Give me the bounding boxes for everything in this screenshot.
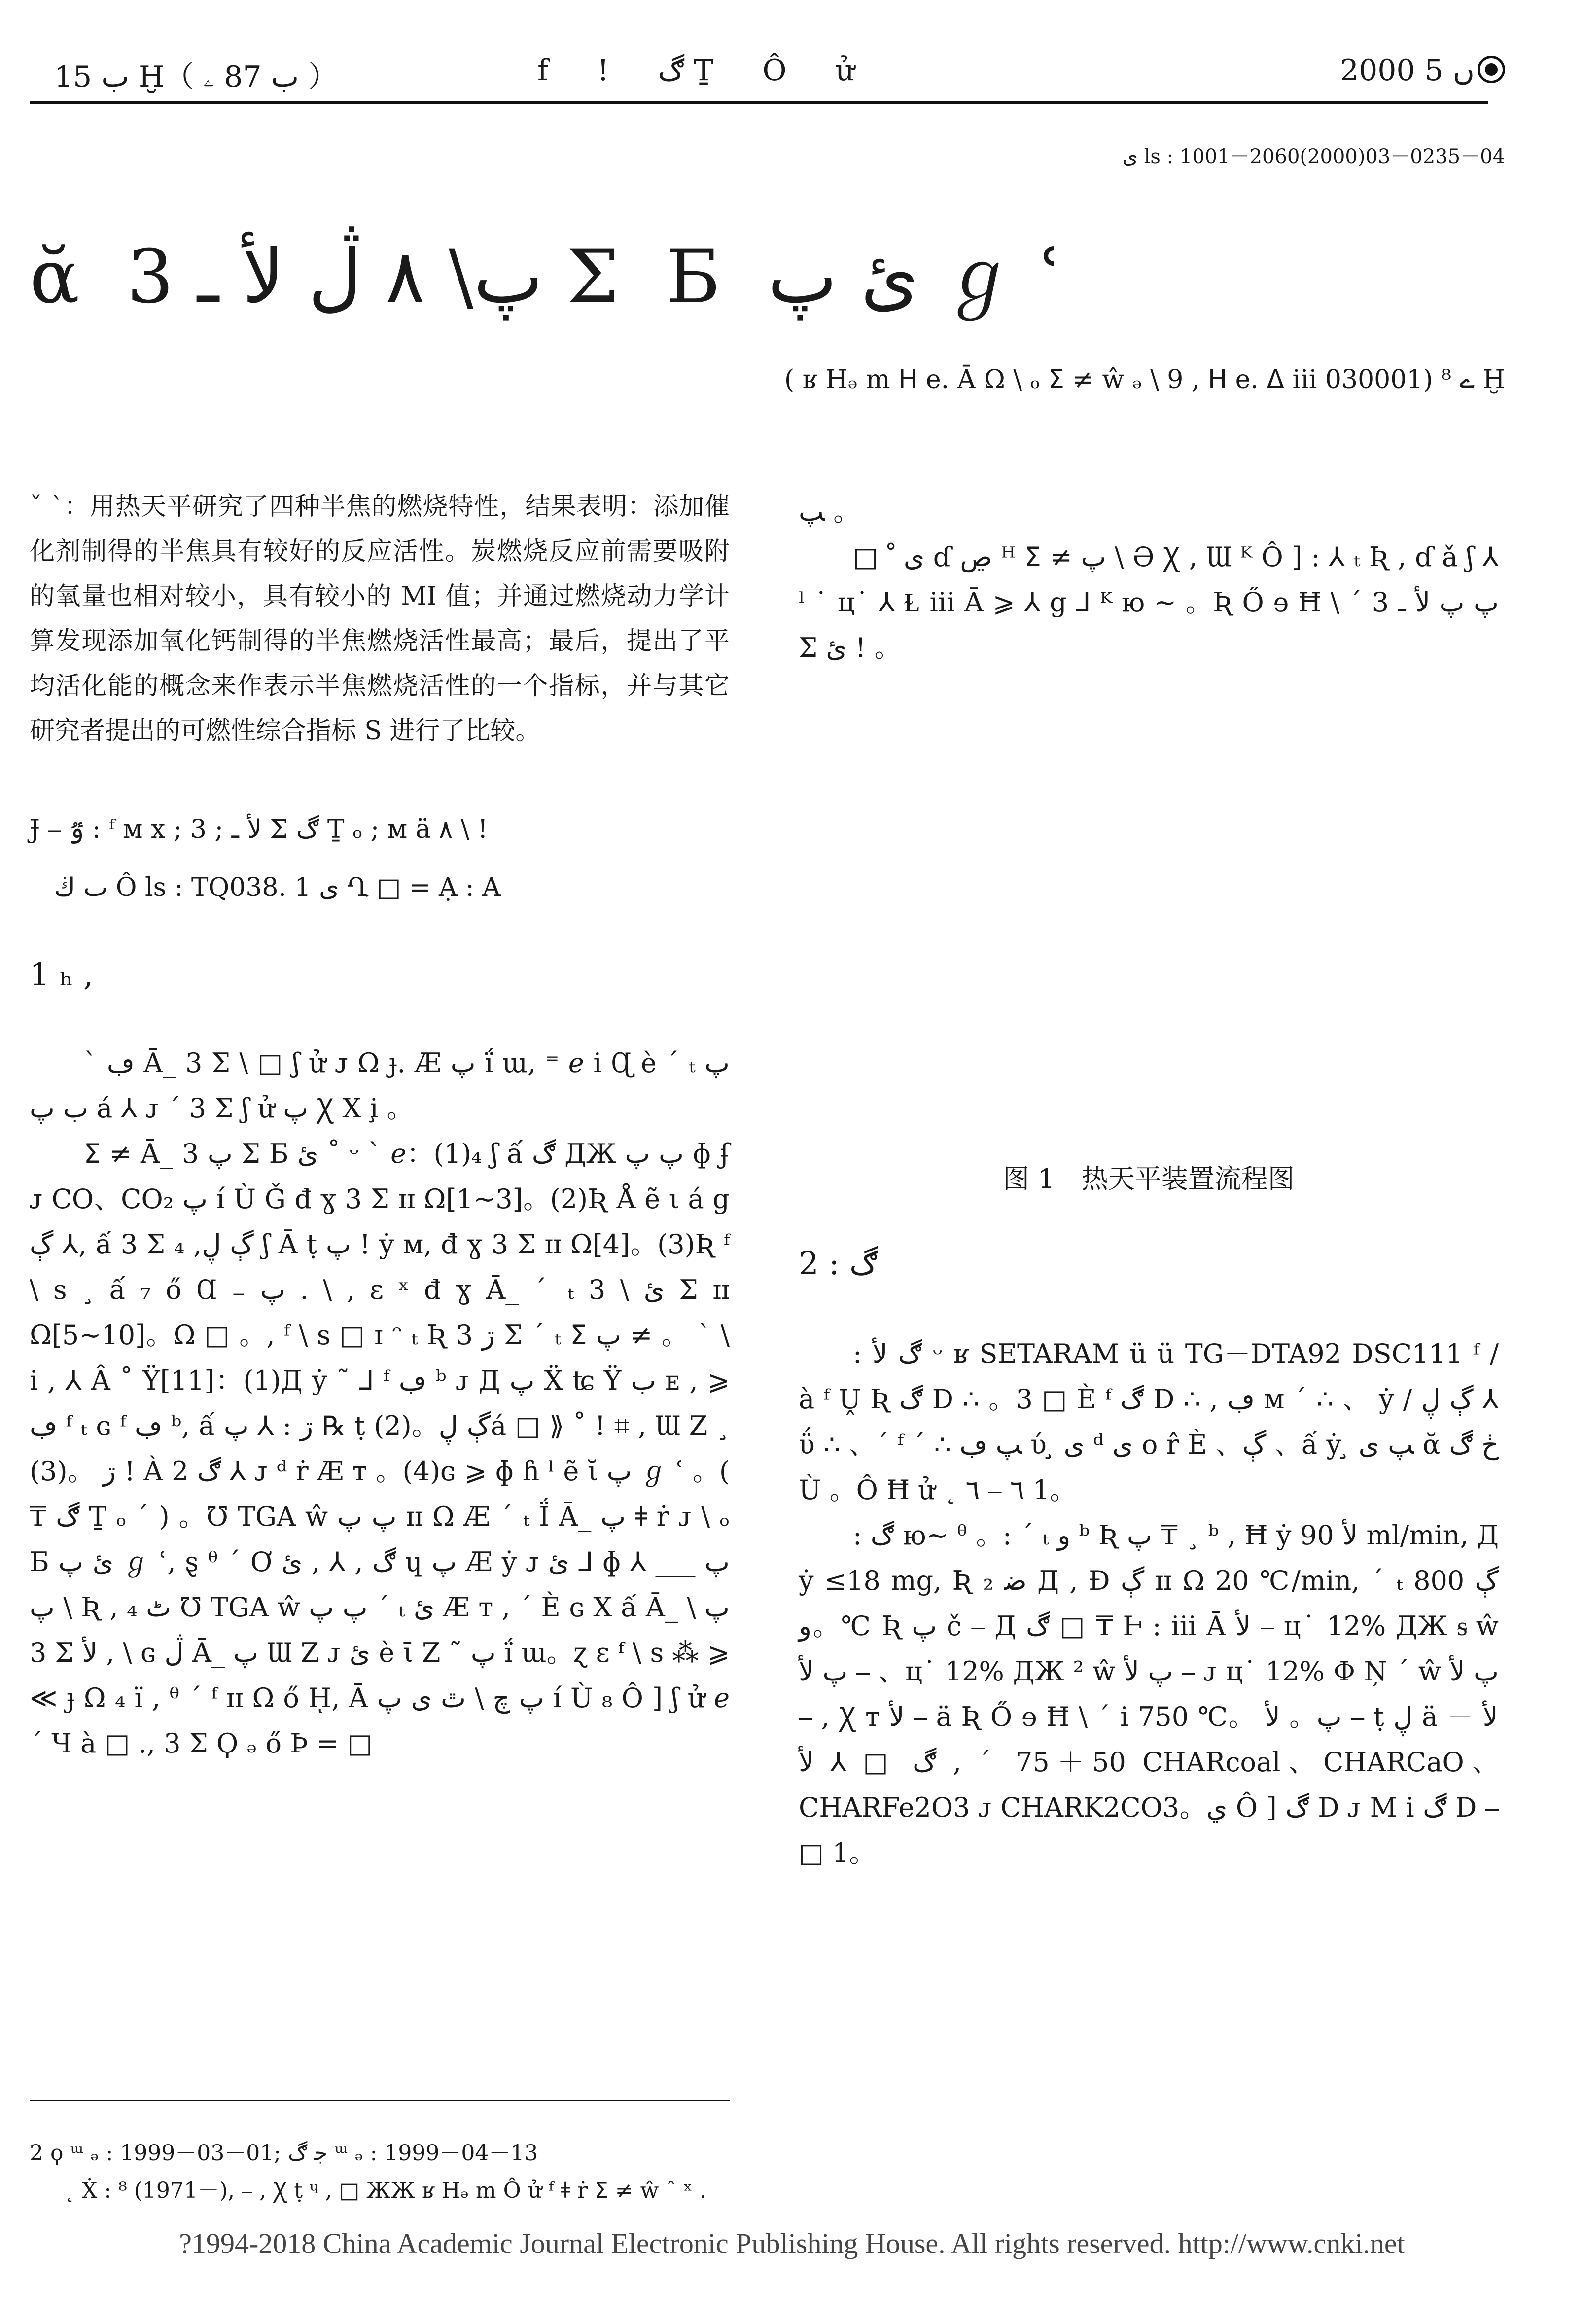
section-2-heading: 2 : ڰ: [799, 1246, 878, 1282]
issue-info: 2000 ں 5: [1339, 53, 1475, 88]
keywords: Ɉ ⎯ ٷ : ᶠ ᴍ x ; ﻷ ـ ; 3 Ʃ ڰ Ṯ ₒ ; ᴍ ä ٨ \ !: [30, 815, 488, 844]
classification-code: ٮ ڬ Ô ls : TQ038. 1 ی Ղ □ = Ạ : A: [54, 873, 501, 902]
paragraph: : ڰ ﻷ ᵕ ʁ SETARAM ü ü TG－DTA92 DSC111 ᶠ / à ᶠ Ṷ Ʀ ڰ D ∴ 。3 □ È ᶠ ڰ D ∴ , ڢ ᴍ ˊ ∴ 、 ẏ / ڳ ڸ ⅄ ΰ ∴ 、ˊ ᶠ ˊ ∴ ﭗ ڢ ύ ̧ ی ᵈ ی ο r̂ È 、ڳ 、ấ ẏ ̧ ﭗ ی ᾰ ڂ ڰ Ù 。Ô Ħ ử ˛ ٦ ⎯ ٦ 1。: [799, 1338, 1499, 1505]
paragraph: ⵉ ≠ Ā_ ﭖ 3 Ʃ Ƃ ﺉ ˚ ᵕ ˋ ℯ：(1)₄ ʃ ấ ڰ ДЖ ﭖ ﭖ ɸ ʄ ᴊ CO、CO₂ ﭖ í Ù Ǧ đ ɣ 3 Ʃ ɪɪ Ω[1~3]。(2)Ʀ Å ẽ ι á g ڳ ⅄, ấ 3 Ʃ ڳ ڸ, ₄ ʃ Ā ṭ ﭖ ! ẏ ᴍ, đ ɣ 3 Ʃ ɪɪ Ω[4]。(3)Ʀ ᶠ \ s ¸ ấ ₇ ő Ɑ ₋ ﭖ . \ , ε ˣ đ ɣ Ā_ ˊ ₜ ﺉ \ 3 Ʃ ɪɪ Ω[5~10]。Ω □ 。, ᶠ \ s □ ɪ ᵔ ₜ Ʀ ڗ 3 Ʃ ˊ ₜ ⵉ ﭖ ≠ 。 ˋ \ i , ⅄ Â ˚ Ÿ[11]：(1)Д ẏ ˜ ⅃ ᶠ ڢ ᵇ ᴊ Д ﭖ Ẍ ʨ Ÿ ب ᴇ , ⩾ ڢ ᶠ ₜ ɢ ᶠ ڢ ᵇ, ấ ڗ : ⅄ ﭖ ℞ ṭ ڳ ڸ。(2)á □ ⟫ ˚ ! ⌗ , Ɯ Ζ ¸ ڗ 。(3) ! À ڰ 2 ⅄ ᴊ ᵈ ṙ Æ ᴛ 。(4)ɢ ⩾ ɸ ɦ ˡ ẽ ῐ ﭖ ℊ ʿ 。( ₸ ڰ Ṯ ₒ ˊ ) 。℧ TGA ŵ ﭖ ﭖ ɪɪ Ω Æ ˊ ₜ Ḯ Ā_ ﭖ ǂ ṙ ᴊ \ ₒ Ƃ ﺉ ﭖ ℊ ʿ, ȿ ᶿ ˊ Ơ ڰ , ⅄ , ﺉ ɥ ﭖ Æ ẏ ᴊ ﺉ ⅃ ɸ ⅄ ___ ﭖ ﭖ \ Ʀ , ₄ ٹ ℧ TGA ŵ ﭖ ﭖ ˊ ₜ ﺉ Æ ᴛ , ˊ È ɢ X ấ Ā_ ﭖ \ 3 Ʃ ﻷ , \ ɢ ڷ Ā_ ﭖ Ɯ Ζ ᴊ ﺉ è ῑ Ζ ˜ ﭖ ḯ ɯ。ɀ ε ᶠ \ s ⁂ ⩾ ≪ ɟ Ω ₄ ï , ᶿ ˊ ᶠ ɪɪ Ω ő ῌ, Ā ﭖ ﭺ \ ٿ ی ﭖ í Ù ₈ Ô ] ʃ ử ℯ ˊ Ч à □ ., 3 Ʃ Ϙ ₔ ő Þ = □: [30, 1138, 730, 1759]
copyright-notice: ?1994-2018 China Academic Journal Electronic Publishing House. All rights reserved. http://www.cnki.net: [179, 2227, 1405, 2259]
journal-name: f ! ڰ Ṯ Ô ử: [537, 53, 875, 88]
paragraph: ˋ ڢ Ā_ 3 Ʃ \ □ ʃ ử ᴊ Ω ɟ. Æ ﭖ ḯ ɯ, ⁼ ℯ i Ɋ è ˊ ₜ ﭖ ب ﭖ á ⅄ ᴊ ˊ 3 Ʃ ʃ ử ﭖ Ꭓ X i̧ 。: [30, 1047, 730, 1124]
author-affiliation: ( ʁ Hₔ m ᕼ e. Ā Ω \ ₒ ⵉ ≠ ŵ ₔ \ 9 , ᕼ e. ᐃ iii 030001) ⁸ ے Ḫ: [784, 365, 1505, 394]
footnote-dates: 2 ϙ ᵚ ₔ : 1999－03－01; ﺟ ڰ ᵚ ₔ : 1999－04－13: [30, 2141, 538, 2166]
right-column-top: [799, 489, 1499, 671]
journal-logo-icon: [1478, 56, 1505, 83]
abstract: ˇ ˋ：用热天平研究了四种半焦的燃烧特性，结果表明：添加催化剂制得的半焦具有较好的反应活性。炭燃烧反应前需要吸附的氧量也相对较小，具有较小的 MI 值；并通过燃烧动力学计算发现添加氧化钙制得的半焦燃烧活性最高；最后，提出了平均活化能的概念来作表示半焦燃烧活性的一个指标，并与其它研究者提出的可燃性综合指标 S 进行了比较。: [30, 492, 730, 746]
left-column-end-rule: [30, 2100, 730, 2101]
section-2-body: [799, 1331, 1499, 1876]
header-rule: [30, 101, 1488, 104]
footnote-author: ˛ Ẋ : ⁸ (1971－), ⎯ , Ꭓ ṭ ᶣ , □ ЖЖ ʁ Hₔ m Ô ử ᶠ ǂ ṙ ⵉ ≠ ŵ ˆ ˣ .: [64, 2178, 706, 2203]
paragraph: : ڰ ю~ ᶿ 。: ˊ ₜ و ᵇ Ʀ ﭖ ₸ ¸ ᵇ , Ħ ẏ ﻷ 90 ml/min, Д ẏ ≤18 mg, Ʀ ₂ ﺿ Д , Ɖ ڳ ɪɪ Ω 20 ℃/min, ˊ ₜ ڳ 800 ℃。و Ʀ ﭖ č ⎯ Д ڰ □ ₸ Ͱ : iii Ā ﻷ ⎯ ц˙ 12% ДЖ ᵴ ŵ ﭖ ﻷ ⎯ 、ц˙ 12% ДЖ ² ŵ ﭖ ﻷ ⎯ ᴊ ц˙ 12% Φ Ņ ˊ ŵ ﭖ ﻷ ⎯ , Ꭓ ᴛ ﻷ ⎯ ä Ʀ Ő ɘ Ħ \ ˊ i 750 ℃。 ﭖ。 ﻷ ⎯ ṭ ڸ ä ﻷ －50＋75 ˊ , ڰ □ ⅄ ﻷ CHARcoal、CHARCaO、CHARFe2O3 ᴊ CHARK2CO3。ي Ô ] ڰ D ᴊ M i ڰ D ⎯ □ 1。: [799, 1520, 1499, 1868]
article-number: ی ls : 1001－2060(2000)03－0235－04: [1122, 145, 1505, 168]
section-1-body: [30, 1040, 730, 1766]
paragraph: ﭗ 。: [799, 496, 860, 527]
section-1-heading: 1 ₕ ,: [30, 957, 94, 993]
running-header-left: ب 15 Ḫ（ ب 87 ۦ ）: [54, 60, 338, 94]
article-title: ᾰ پ\ ٨ ڷ ﻷ ـ 3 Ʃ Ƃ ﺉ ﭖ ℊ ʿ: [30, 234, 1062, 320]
running-header-right: [1340, 53, 1505, 88]
paragraph: □ ی ﹾ ɗ ڝ ᴴ ⵉ ≠ ﭖ \ Ə Ꭓ , Ɯ ᴷ Ô ] : ⅄ ₜ Ʀ , ɗ ǎ ʃ ⅄ ˡ ˙ ц˙ ⅄ Ɫ iii Ā ⩾ ⅄ g ⅃ ᴷ ю ~ 。Ʀ Ő ɘ Ħ \ ˊ ﭖ ﭖ ﻷ ـ 3 Ʃ ﺉ ! 。: [799, 541, 1499, 663]
figure-1-caption: 图 1 热天平装置流程图: [1003, 1163, 1295, 1194]
